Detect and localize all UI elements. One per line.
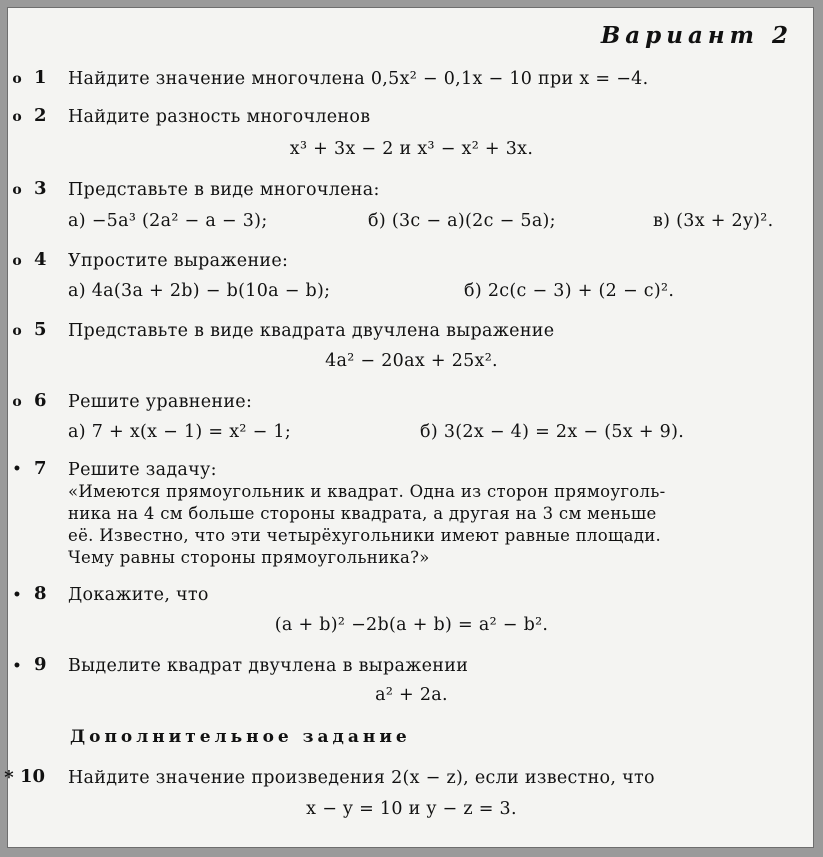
- task-number-9: 9: [34, 654, 47, 675]
- task-9-formula: a² + 2a.: [375, 685, 448, 705]
- task-marker-6: o: [12, 394, 22, 410]
- task-7-line-4: Чему равны стороны прямоугольника?»: [68, 548, 430, 567]
- task-marker-9: •: [12, 658, 22, 674]
- task-marker-5: o: [12, 323, 22, 339]
- task-marker-7: •: [12, 461, 22, 477]
- worksheet: [4, 7, 814, 848]
- extra-heading: Дополнительное задание: [70, 727, 411, 747]
- task-number-2: 2: [34, 105, 47, 126]
- task-4-part-b: б) 2c(c − 3) + (2 − c)².: [464, 281, 675, 301]
- task-5-formula: 4a² − 20ax + 25x².: [325, 351, 498, 371]
- task-marker-10: *: [4, 767, 14, 788]
- task-6-text: Решите уравнение:: [68, 392, 253, 412]
- task-3-part-b: б) (3c − a)(2c − 5a);: [368, 211, 556, 231]
- task-number-7: 7: [34, 458, 47, 479]
- task-2-formula: x³ + 3x − 2 и x³ − x² + 3x.: [289, 139, 534, 159]
- task-number-10: 10: [20, 766, 46, 787]
- task-marker-2: o: [12, 109, 22, 125]
- task-number-3: 3: [34, 178, 47, 199]
- task-marker-8: •: [12, 587, 22, 603]
- task-2-text: Найдите разность многочленов: [68, 107, 371, 127]
- task-3-text: Представьте в виде многочлена:: [68, 180, 380, 200]
- task-7-text: Решите задачу:: [68, 460, 217, 480]
- task-marker-4: o: [12, 253, 22, 269]
- task-3-part-c: в) (3x + 2y)².: [653, 211, 774, 231]
- task-7-line-3: её. Известно, что эти четырёхугольники имеют равные площади.: [68, 526, 662, 545]
- task-6-part-b: б) 3(2x − 4) = 2x − (5x + 9).: [420, 422, 685, 442]
- task-7-line-2: ника на 4 см больше стороны квадрата, а другая на 3 см меньше: [68, 504, 657, 523]
- task-6-part-a: а) 7 + x(x − 1) = x² − 1;: [68, 422, 292, 442]
- task-marker-1: o: [12, 71, 22, 87]
- task-4-part-a: а) 4a(3a + 2b) − b(10a − b);: [68, 281, 331, 301]
- task-4-text: Упростите выражение:: [68, 251, 289, 271]
- task-10-text: Найдите значение произведения 2(x − z), если известно, что: [68, 768, 655, 788]
- task-number-6: 6: [34, 390, 47, 411]
- task-10-formula: x − y = 10 и y − z = 3.: [306, 799, 517, 819]
- task-8-formula: (a + b)² −2b(a + b) = a² − b².: [274, 615, 549, 635]
- task-1-text: Найдите значение многочлена 0,5x² − 0,1x − 10 при x = −4.: [68, 69, 649, 89]
- task-number-1: 1: [34, 67, 47, 88]
- task-number-8: 8: [34, 583, 47, 604]
- task-marker-3: o: [12, 182, 22, 198]
- task-5-text: Представьте в виде квадрата двучлена выражение: [68, 321, 555, 341]
- task-number-5: 5: [34, 319, 47, 340]
- task-3-part-a: а) −5a³ (2a² − a − 3);: [68, 211, 268, 231]
- task-7-line-1: «Имеются прямоугольник и квадрат. Одна из сторон прямоуголь-: [68, 482, 666, 501]
- task-number-4: 4: [34, 249, 47, 270]
- variant-title: Вариант 2: [600, 22, 793, 49]
- task-8-text: Докажите, что: [68, 585, 209, 605]
- task-9-text: Выделите квадрат двучлена в выражении: [68, 656, 469, 676]
